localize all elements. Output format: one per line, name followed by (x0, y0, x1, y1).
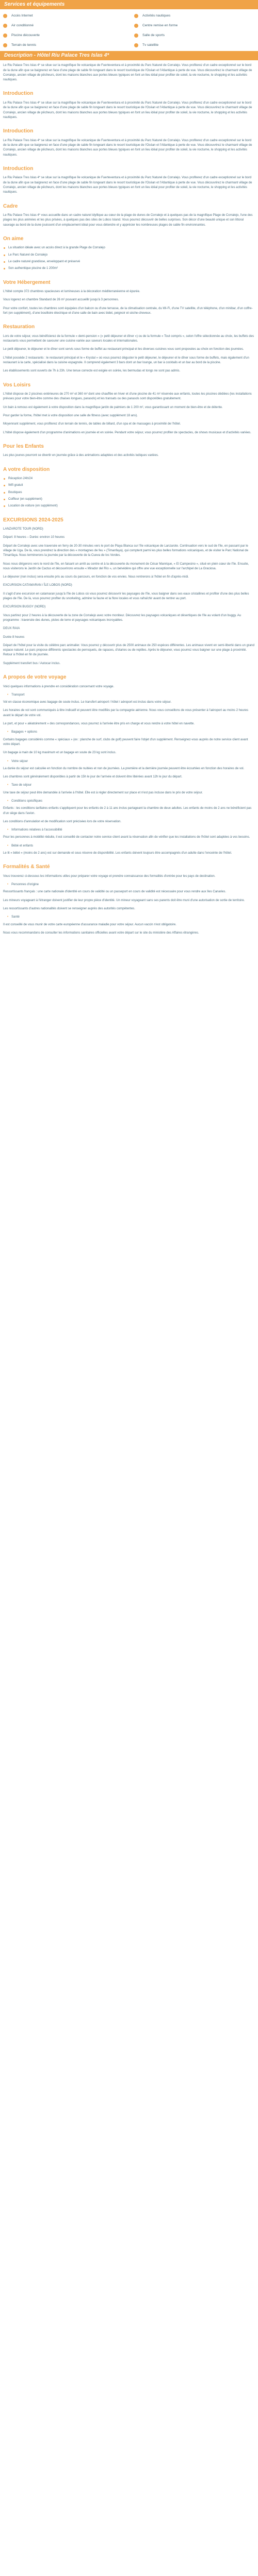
excursion-paragraph: Il s'agit d'une excursion en catamaran jusqu'à l'île de Lobos où vous pourrez découvrir les paysages de l'île, vous baigner dans ses eaux cristallines et profiter d'une des plus belles plages de l'île. De là, vous pourrez profiter du snorkeling, admirer la faune et la flore locales et vous rafraîchir avant de rentrer au port. (3, 592, 249, 601)
list-item: La situation idéale avec un accès direct à la grande Plage de Corralejo (3, 246, 255, 250)
amenities-list (3, 477, 255, 509)
section-title: Pour les Enfants (3, 443, 44, 449)
excursion-paragraph: EXCURSION BUGGY (NORD) (3, 605, 46, 609)
formalities-paragraph: Il est conseillé de vous munir de votre carte européenne d'assurance maladie pour votre séjour. Aucun vaccin n'est obligatoire. (3, 923, 176, 926)
section-paragraph: Le petit déjeuner, le déjeuner et le dîner sont servis sous forme de buffet au restaurant principal et les diverses cuisines vous sont proposées au choix en fonction des journées. (3, 348, 244, 351)
waves-icon (134, 14, 138, 18)
excursion-paragraph: Nous nous dirigerons vers le nord de l'île, en faisant un arrêt au centre et à la découverte du monument de César Manrique, « El Campesino », situé en plein cœur de l'île. Ensuite, nous visiterons le Jardín de Cactus et découvrirons ensuite « Mirador del Río », un belvédère qui offre une vue exceptionnelle sur l'archipel de La Graciosa. (3, 562, 249, 570)
section-title: On aime (3, 235, 24, 242)
section-paragraph: L'hôtel possède 2 restaurants : le restaurant principal et le « Krystal » où vous pourrez déguster le petit déjeuner, le déjeuner et le dîner sous forme de buffets, mais également d'un restaurant à la carte, spécialisé dans la cuisine espagnole. Il comprend également 3 bars dont un bar lounge, un bar à cocktails et un bar au bord de la piscine. (3, 356, 249, 364)
tennis-icon (3, 43, 7, 47)
list-item: Coiffeur (en supplément) (3, 497, 255, 502)
practical-item-label: • Conditions spécifiques (7, 799, 255, 804)
practical-paragraph: Certains bagages considérés comme « spéciaux » (ex : planche de surf, clubs de golf) peuvent faire l'objet d'un supplément. Renseignez-vous auprès de notre service client avant votre départ. (3, 738, 248, 746)
section-paragraph: Le Riu Palace Tres Islas 4* se situe sur la magnifique île volcanique de Fuerteventura et à proximité du Parc Naturel de Corralejo. Vous profiterez d'un cadre exceptionnel sur le bord de la dune afin que se baignerez en face d'une plage de sable fin longeant dans le resort touristique de l'Océan et l'Atlantique à perte de vue. Vous découvrirez le charmant village de Corralejo, ancien village de pêcheurs, dont les maisons blanches aux portes bleues typiques en font un lieu idéal pour profiter de soleil, la vie nocturne, le shopping et les activités nautiques. (3, 139, 252, 157)
section-title: Votre Hébergement (3, 279, 51, 285)
service-fitness: Centre remise en forme (134, 23, 255, 28)
services-header: Services et équipements (0, 0, 258, 9)
dumbbell-icon (134, 24, 138, 28)
excursion-paragraph: DEUX RAIA (3, 627, 20, 631)
list-item: Wifi gratuit (3, 483, 255, 488)
formalities-paragraph: Ressortissants français : une carte nationale d'identité en cours de validité ou un passeport en cours de validité est nécessaire pour vous rendre aux îles Canaries. (3, 890, 227, 894)
section-paragraph: Vous logerez en chambre Standard de 26 m² pouvant accueillir jusqu'à 3 personnes. (3, 298, 119, 302)
practical-item-label: • Votre séjour (7, 759, 255, 764)
wifi-icon (3, 14, 7, 18)
intro-paragraph: Le Riu Palace Tres Islas 4* se situe sur la magnifique île volcanique de Fuerteventura et à proximité du Parc Naturel de Corralejo. Vous profiterez d'un cadre exceptionnel sur le bord de la dune afin que se baignerez en face d'une plage de sable fin longeant dans le resort touristique de l'Océan et l'Atlantique à perte de vue. Vous découvrirez le charmant village de Corralejo, ancien village de pêcheurs, dont les maisons blanches aux portes bleues typiques en font un lieu idéal pour profiter de soleil, la vie nocturne, le shopping et les activités nautiques. (3, 64, 252, 82)
tv-icon (134, 43, 138, 47)
section-paragraph: Moyennant supplément, vous profiterez d'un terrain de tennis, de tables de billard, d'un spa et de massages à proximité de l'hôtel. (3, 422, 181, 426)
excursion-paragraph: Durée 8 heures (3, 635, 25, 639)
practical-paragraph: Les conditions d'annulation et de modification sont précisées lors de votre réservation. (3, 820, 121, 823)
service-gym: Salle de sports (134, 33, 255, 38)
formalities-item-label: • Personnes d'origine (7, 883, 255, 887)
excursions-title: EXCURSIONS 2024-2025 (3, 517, 63, 523)
section-paragraph: Pour votre confort, toutes les chambres sont équipées d'un balcon ou d'une terrasse, de la climatisation centrale, du Wi-Fi, d'une TV satellite, d'un téléphone, d'un minibar, d'un coffre-fort (en supplément), d'une bouilloire électrique et d'une salle de bain avec bidet, peignoir et sèche-cheveux. (3, 307, 253, 315)
service-tennis: Terrain de tennis (3, 43, 124, 48)
practical-paragraph: Pour les personnes à mobilité réduite, il est conseillé de contacter notre service client avant la réservation afin de vérifier que les installations de l'hôtel sont adaptées à vos besoins. (3, 836, 250, 839)
practical-paragraph: La durée du séjour est calculée en fonction du nombre de nuitées et non de journées. La première et la dernière journée peuvent être écourtées en fonction des horaires de vol. (3, 767, 245, 770)
section-title: Introduction (3, 128, 34, 134)
practical-item-label: • Taxe de séjour (7, 783, 255, 788)
section-paragraph: Les plus jeunes pourront se divertir en journée grâce à des animations adaptées et des activités ludiques variées. (3, 454, 159, 457)
snowflake-icon (3, 24, 7, 28)
practical-paragraph: Le port, et pour « aléatoirement » des correspondances, vous pourrez à l'arrivée être pris en charge et vous rendre à votre hôtel en navette. (3, 722, 195, 726)
section-paragraph: Un bain à remous est également à votre disposition dans la magnifique jardin de palmiers de 1 200 m², vous garantissant un moment de bien-être et de détente. (3, 405, 223, 409)
practical-paragraph: Une taxe de séjour peut être demandée à l'arrivée à l'hôtel. Elle est à régler directement sur place et n'est pas incluse dans le prix de votre séjour. (3, 791, 203, 794)
main-content (0, 63, 258, 936)
formalities-paragraph: Nous vous recommandons de consulter les informations sanitaires officielles avant votre départ sur le site du ministère des Affaires étrangères. (3, 931, 199, 935)
practical-item-label: • Bébé et enfants (7, 844, 255, 849)
formalities-paragraph: Les mineurs voyageant à l'étranger doivent justifier de leur propre pièce d'identité. Un mineur voyageant sans ses parents doit être muni d'une autorisation de sortie de territoire. (3, 899, 245, 902)
excursion-paragraph: Départ de l'hôtel pour la visite du célèbre parc animalier. Vous pourrez y découvrir plus de 2500 animaux de 250 espèces différentes. Les animaux vivent en semi-liberté dans un grand espace naturel. Le parc propose différents spectacles de perroquets, de rapaces, d'otaries ou de reptiles. Après le déjeuner, vous pourrez vous baigner sur une plage à proximité. Retour à l'hôtel en fin de journée. (3, 643, 254, 657)
excursion-paragraph: Supplément transfert bus / Autocar inclus. (3, 662, 61, 665)
formalities-intro: Vous trouverez ci-dessous les informations utiles pour préparer votre voyage et prendre connaissance des formalités d'entrée pour les pays de destination. (3, 874, 216, 878)
section-paragraph: L'hôtel compte 372 chambres spacieuses et lumineuses à la décoration méditerranéenne et épurée. (3, 290, 140, 294)
practical-paragraph: Vol en classe économique avec bagage de soute inclus. Le transfert aéroport / hôtel / aéroport est inclus dans votre séjour. (3, 701, 172, 704)
practical-title: A propos de votre voyage (3, 674, 67, 681)
practical-paragraph: Le lit « bébé » (moins de 2 ans) est sur demande et sous réserve de disponibilité. Les enfants doivent toujours être accompagnés d'un adulte dans l'enceinte de l'hôtel. (3, 852, 232, 855)
section-title: Vos Loisirs (3, 382, 31, 388)
section-title: Introduction (3, 165, 34, 172)
section-title: A votre disposition (3, 466, 50, 472)
service-water: Activités nautiques (134, 13, 255, 19)
excursion-paragraph: Départ: 8 heures – Durée: environ 10 heures (3, 536, 65, 539)
practical-paragraph: Les horaires de vol sont communiqués à titre indicatif et peuvent être modifiés par la compagnie aérienne. Nous vous conseillons de vous présenter à l'aéroport au moins 2 heures avant le départ de votre vol. (3, 709, 249, 717)
list-item: Le Parc Naturel de Corralejo (3, 253, 255, 258)
list-item: Boutiques (3, 490, 255, 495)
service-ac: Air conditionné (3, 23, 124, 28)
gym-icon (134, 33, 138, 38)
service-pool: Piscine découverte (3, 33, 124, 38)
pool-icon (3, 33, 7, 38)
section-paragraph: L'hôtel dispose de 2 piscines extérieures de 270 m² et 360 m² dont une chauffée en hiver et d'une piscine de 41 m² réservée aux enfants, toutes les piscines dédiées (les installations prévues pour votre bien-être comme des chaises longues, parasols) et les transats ou des parasols sont disponibles gratuitement. (3, 393, 252, 401)
service-tv: Tv satellite (134, 43, 255, 48)
list-item: Location de voiture (en supplément) (3, 504, 255, 509)
section-paragraph: Pour garder la forme, l'hôtel met à votre disposition une salle de fitness (avec supplément 18 ans). (3, 414, 138, 417)
services-grid (0, 9, 258, 51)
practical-intro: Voici quelques informations à prendre en considération concernant votre voyage. (3, 685, 115, 688)
section-title: Introduction (3, 91, 34, 97)
formalities-title: Formalités & Santé (3, 864, 50, 870)
practical-item-label: • Transport (7, 693, 255, 698)
service-internet: Accès Internet (3, 13, 124, 19)
excursion-paragraph: Vous partirez pour 2 heures à la découverte de la zone de Corralejo avec votre moniteur. Découvrez les paysages volcaniques et désertiques de l'île au volant d'un buggy. Au programme : traversée des dunes, pistes de terre et paysages volcaniques incroyables. (3, 614, 241, 622)
excursion-paragraph: Départ de Corralejo avec une traversée en ferry de 20-30 minutes vers le port de Playa Blanca sur l'île volcanique de Lanzarote. Continuation vers le sud de l'île, en passant par le village de Uga. De là, vous prendrez la direction des « montagnes de feu » (Timanfaya), qui comptent parmi les plus belles formations volcaniques, et de visiter le Parc National de Timanfaya. Nous terminerons la journée par la découverte de la Cueva de los Verdes. (3, 544, 249, 557)
practical-paragraph: Un bagage à main de 10 kg maximum et un bagage en soute de 23 kg sont inclus. (3, 751, 117, 755)
practical-item-label: • Bagages + options (7, 730, 255, 735)
list-item: Réception 24h/24 (3, 477, 255, 481)
section-title: Restauration (3, 324, 35, 330)
section-title: Cadre (3, 203, 18, 209)
section-paragraph: Le Riu Palace Tres Islas 4* vous accueille dans un cadre naturel idyllique au cœur de la plage de dunes de Corralejo et à quelques pas de la magnifique Plage de Corralejo, l'une des plages les plus animées et les plus prisées, à quelques pas des sites de Lobos Island. Vous pourrez découvrir de belles surprises. Son décor d'une beauté unique et son littoral sauvage au bord de la dune jouissent d'un emplacement idéal pour vous détendre et y apprécier les nombreuses plages de sable fin environnantes. (3, 214, 253, 227)
likes-list (3, 246, 255, 271)
list-item: Son authentique piscine de 1 200m² (3, 266, 255, 271)
formalities-paragraph: Les ressortissants d'autres nationalités doivent se renseigner auprès des autorités compétentes. (3, 907, 135, 911)
section-paragraph: Le Riu Palace Tres Islas 4* se situe sur la magnifique île volcanique de Fuerteventura et à proximité du Parc Naturel de Corralejo. Vous profiterez d'un cadre exceptionnel sur le bord de la dune afin que se baignerez en face d'une plage de sable fin longeant dans le resort touristique de l'Océan et l'Atlantique à perte de vue. Vous découvrirez le charmant village de Corralejo, ancien village de pêcheurs, dont les maisons blanches aux portes bleues typiques en font un lieu idéal pour profiter de soleil, la vie nocturne, le shopping et les activités nautiques. (3, 176, 252, 194)
excursion-paragraph: EXCURSION CATAMARAN / ÎLE LOBOS (NORD) (3, 584, 72, 587)
excursions-subtitle: LANZAROTE TOUR (NORD) (3, 528, 43, 531)
list-item: Le cadre naturel grandiose, enveloppant et préservé (3, 260, 255, 264)
section-paragraph: Lors de votre séjour, vous bénéficierez de la formule « demi-pension » (« petit déjeuner et dîner ») ou de la formule « Tout compris », selon l'offre sélectionnée au choix, les buffets des restaurants vous permettent de savourer une cuisine variée aux saveurs locales et internationales. (3, 334, 254, 343)
practical-paragraph: Les chambres sont généralement disponibles à partir de 15h le jour de l'arrivée et doivent être libérées avant 12h le jour du départ. (3, 775, 183, 779)
practical-item-label: • Informations relatives à l'accessibilité (7, 828, 255, 833)
practical-paragraph: Enfants : les conditions tarifaires enfants s'appliquent pour les enfants de 2 à 11 ans inclus partageant la chambre de deux adultes. Les enfants de moins de 2 ans ne bénéficient pas d'un siège dans l'avion. (3, 807, 252, 815)
description-header: Description - Hôtel Riu Palace Tres Islas 4* (0, 51, 258, 60)
section-paragraph: Le Riu Palace Tres Islas 4* se situe sur la magnifique île volcanique de Fuerteventura et à proximité du Parc Naturel de Corralejo. Vous profiterez d'un cadre exceptionnel sur le bord de la dune afin que se baignerez en face d'une plage de sable fin longeant dans le resort touristique de l'Océan et l'Atlantique à perte de vue. Vous découvrirez le charmant village de Corralejo, ancien village de pêcheurs, dont les maisons blanches aux portes bleues typiques en font un lieu idéal pour profiter de soleil, la vie nocturne, le shopping et les activités nautiques. (3, 101, 252, 119)
formalities-item-label: • Santé (7, 915, 255, 920)
section-paragraph: L'hôtel dispose également d'un programme d'animations en journée et en soirée. Pendant votre séjour, vous pourrez profiter de spectacles, de shows musicaux et d'activités variées. (3, 431, 251, 434)
excursion-paragraph: Le déjeuner (non inclus) sera ensuite pris au cours du parcours, en fonction de vos envies. Nous rentrerons à l'hôtel en fin d'après-midi. (3, 575, 189, 579)
section-paragraph: Les établissements sont ouverts de 7h à 23h. Une tenue correcte est exigée en soirée, les bermudas et tongs ne sont pas admis. (3, 369, 181, 373)
